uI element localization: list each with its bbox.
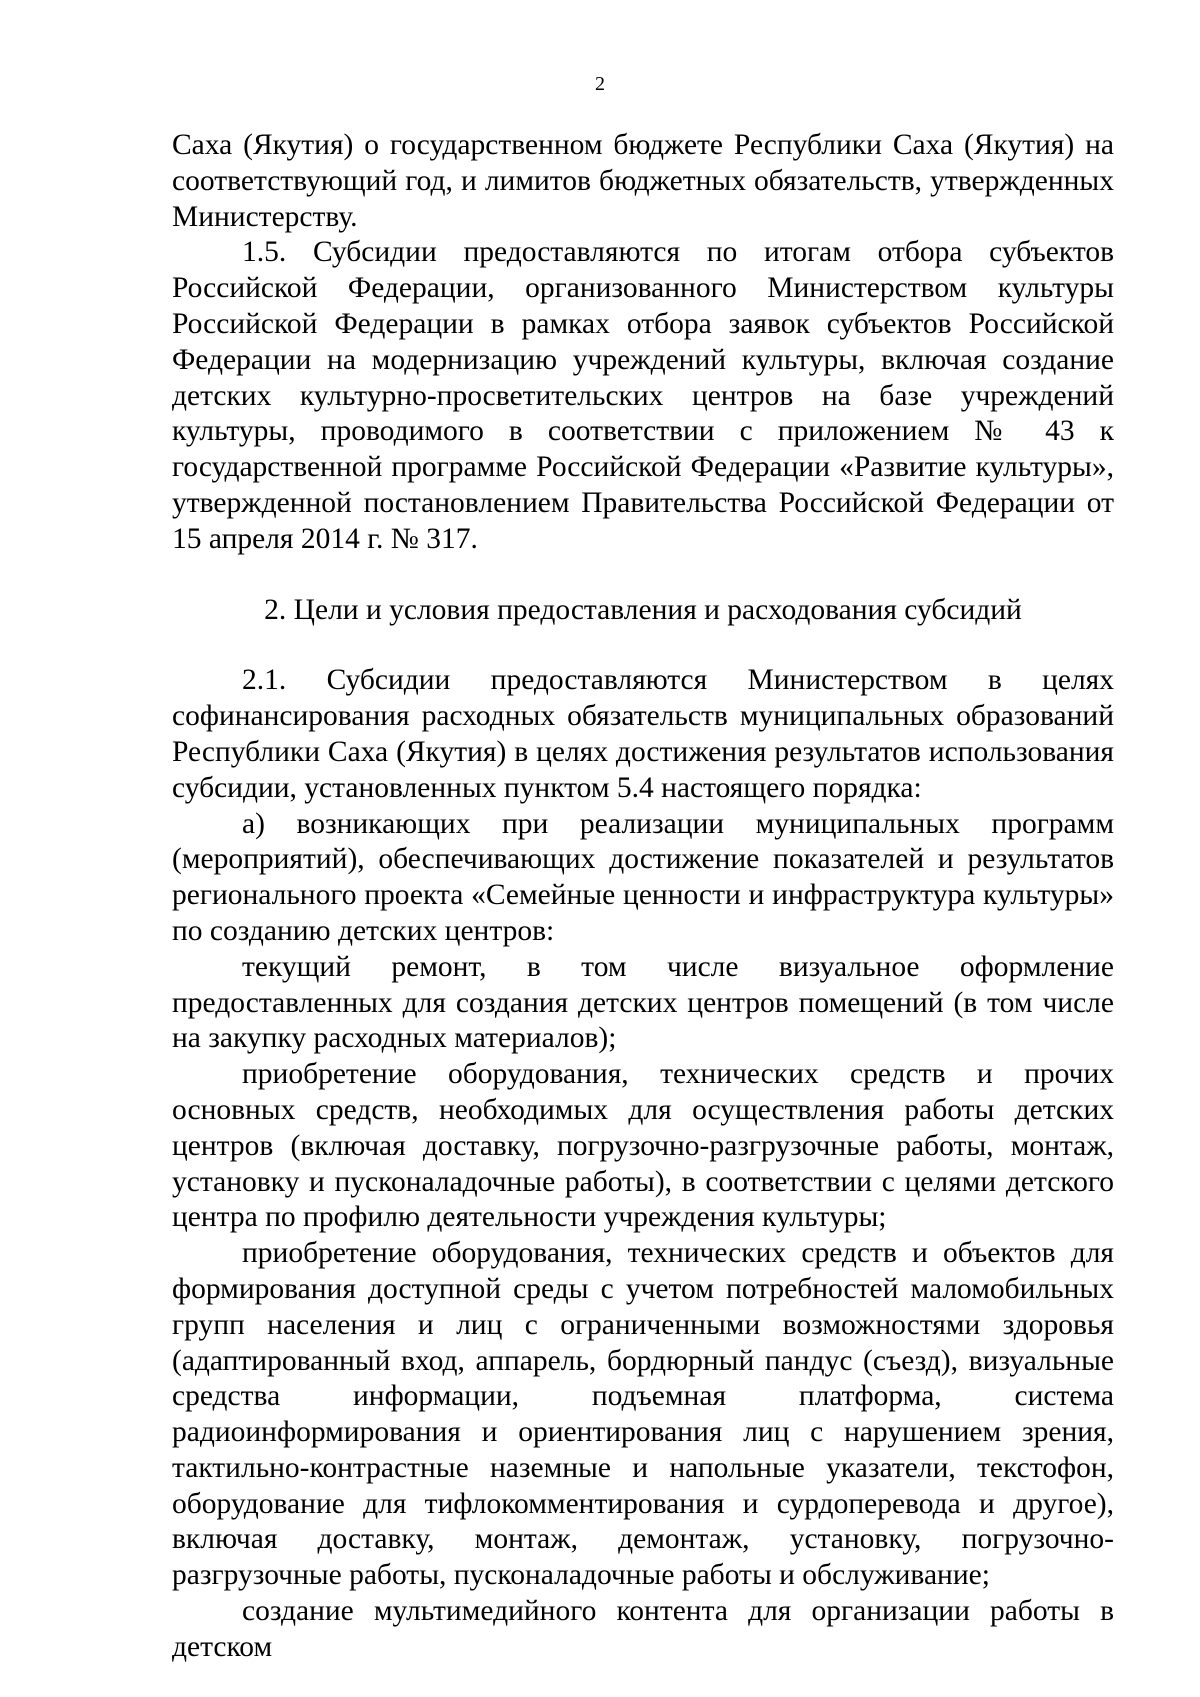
- paragraph-continuation: Саха (Якутия) о государственном бюджете Республики Саха (Якутия) на соответствующий год, и лимитов бюджетных обязательств, утвержденных Министерству.: [172, 129, 1114, 233]
- section-heading: 2. Цели и условия предоставления и расходования субсидий: [264, 593, 1022, 626]
- paragraph-repair: текущий ремонт, в том числе визуальное оформление предоставленных для создания детских центров помещений (в том числе на закупку расходных материалов);: [172, 950, 1114, 1055]
- paragraph-multimedia: создание мультимедийного контента для организации работы в детском: [172, 1595, 1114, 1663]
- document-body: [172, 128, 1114, 1666]
- paragraph-subitem-a: а) возникающих при реализации муниципальных программ (мероприятий), обеспечивающих достижение показателей и результатов регионального проекта «Семейные ценности и инфраструктура культуры» по созданию детских центров:: [172, 807, 1114, 947]
- paragraph-accessibility: приобретение оборудования, технических средств и объектов для формирования доступной среды с учетом потребностей маломобильных групп населения и лиц с ограниченными возможностями здоровья (адаптированный вход, аппарель, бордюрный пандус (съезд), визуальные средства информации, подъемная платформа, система радиоинформирования и ориентирования лиц с нарушением зрения, тактильно-контрастные наземные и напольные указатели, текстофон, оборудование для тифлокомментирования и сурдоперевода и другое), включая доставку, монтаж, демонтаж, установку, погрузочно-разгрузочные работы, пусконаладочные работы и обслуживание;: [172, 1237, 1114, 1592]
- paragraph-equipment: приобретение оборудования, технических средств и прочих основных средств, необходимых для осуществления работы детских центров (включая доставку, погрузочно-разгрузочные работы, монтаж, установку и пусконаладочные работы), в соответствии с целями детского центра по профилю деятельности учреждения культуры;: [172, 1058, 1114, 1234]
- paragraph-2-1: 2.1. Субсидии предоставляются Министерством в целях софинансирования расходных обязательств муниципальных образований Республики Саха (Якутия) в целях достижения результатов использования субсидии, установленных пунктом 5.4 настоящего порядка:: [172, 664, 1114, 804]
- page-number: 2: [595, 73, 605, 95]
- paragraph-1-5: 1.5. Субсидии предоставляются по итогам отбора субъектов Российской Федерации, организованного Министерством культуры Российской Федерации в рамках отбора заявок субъектов Российской Федерации на модернизацию учреждений культуры, включая создание детских культурно-просветительских центров на базе учреждений культуры, проводимого в соответствии с приложением № 43 к государственной программе Российской Федерации «Развитие культуры», утвержденной постановлением Правительства Российской Федерации от 15 апреля 2014 г. № 317.: [172, 236, 1114, 555]
